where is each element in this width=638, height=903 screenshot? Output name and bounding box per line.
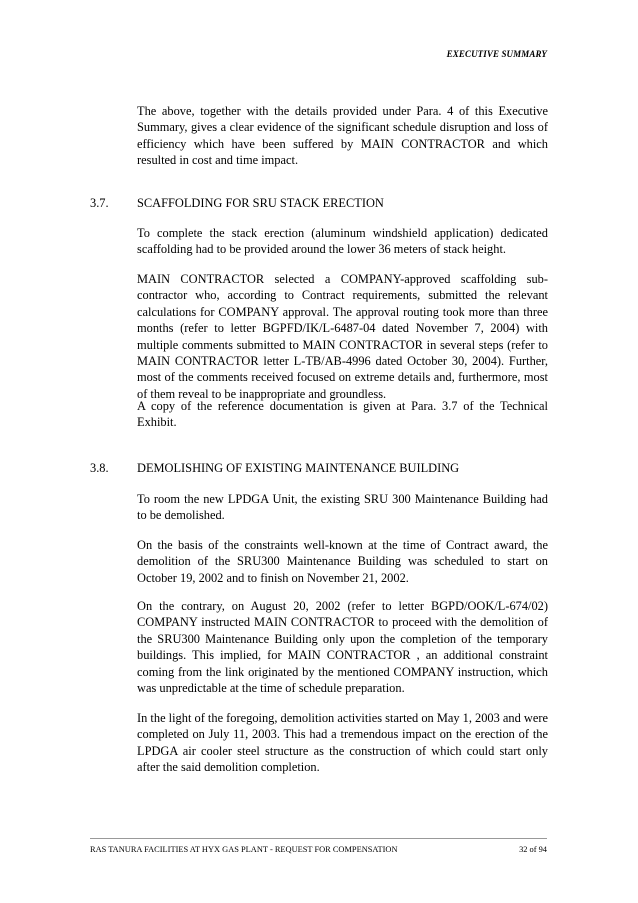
footer-divider — [90, 838, 547, 839]
section-3-7-title: SCAFFOLDING FOR SRU STACK ERECTION — [137, 196, 384, 210]
section-3-7-paragraph-1: To complete the stack erection (aluminum windshield application) dedicated scaffolding had to be provided around the lower 36 meters of stack height. — [137, 226, 548, 257]
section-3-7-number: 3.7. — [90, 196, 109, 210]
page-header: EXECUTIVE SUMMARY — [446, 49, 547, 59]
section-3-8-number: 3.8. — [90, 461, 109, 475]
section-3-8-paragraph-3: On the contrary, on August 20, 2002 (refer to letter BGPD/OOK/L-674/02) COMPANY instructed MAIN CONTRACTOR to proceed with the demolition of the SRU300 Maintenance Building only upon the completion of the temporary buildings. This implied, for MAIN CONTRACTOR , an additional constraint coming from the link originated by the mentioned COMPANY instruction, which was unpredictable at the time of schedule preparation. — [137, 599, 548, 696]
section-3-8-paragraph-4: In the light of the foregoing, demolition activities started on May 1, 2003 and were completed on July 11, 2003. This had a tremendous impact on the erection of the LPDGA air cooler steel structure as the construction of which could start only after the said demolition completion. — [137, 711, 548, 775]
section-3-7-paragraph-3: A copy of the reference documentation is given at Para. 3.7 of the Technical Exhibit. — [137, 399, 548, 430]
section-3-8-paragraph-2: On the basis of the constraints well-known at the time of Contract award, the demolition of the SRU300 Maintenance Building was scheduled to start on October 19, 2002 and to finish on November 21, 2002. — [137, 538, 548, 585]
section-3-8-paragraph-1: To room the new LPDGA Unit, the existing SRU 300 Maintenance Building had to be demolished. — [137, 492, 548, 523]
section-3-8-title: DEMOLISHING OF EXISTING MAINTENANCE BUILDING — [137, 461, 460, 475]
intro-paragraph: The above, together with the details provided under Para. 4 of this Executive Summary, gives a clear evidence of the significant schedule disruption and loss of efficiency which have been suffered by MAIN CONTRACTOR and which resulted in cost and time impact. — [137, 104, 548, 168]
page-number: 32 of 94 — [519, 845, 547, 854]
footer-title: RAS TANURA FACILITIES AT HYX GAS PLANT - REQUEST FOR COMPENSATION — [90, 845, 398, 854]
section-3-7-paragraph-2: MAIN CONTRACTOR selected a COMPANY-approved scaffolding sub-contractor who, according to Contract requirements, submitted the relevant calculations for COMPANY approval. The approval routing took more than three months (refer to letter BGPFD/IK/L-6487-04 dated November 7, 2004) with multiple comments submitted to MAIN CONTRACTOR in several steps (refer to MAIN CONTRACTOR letter L-TB/AB-4996 dated October 30, 2004). Further, most of the comments received focused on extreme details and, furthermore, most of them reveal to be inappropriate and groundless. — [137, 272, 548, 401]
